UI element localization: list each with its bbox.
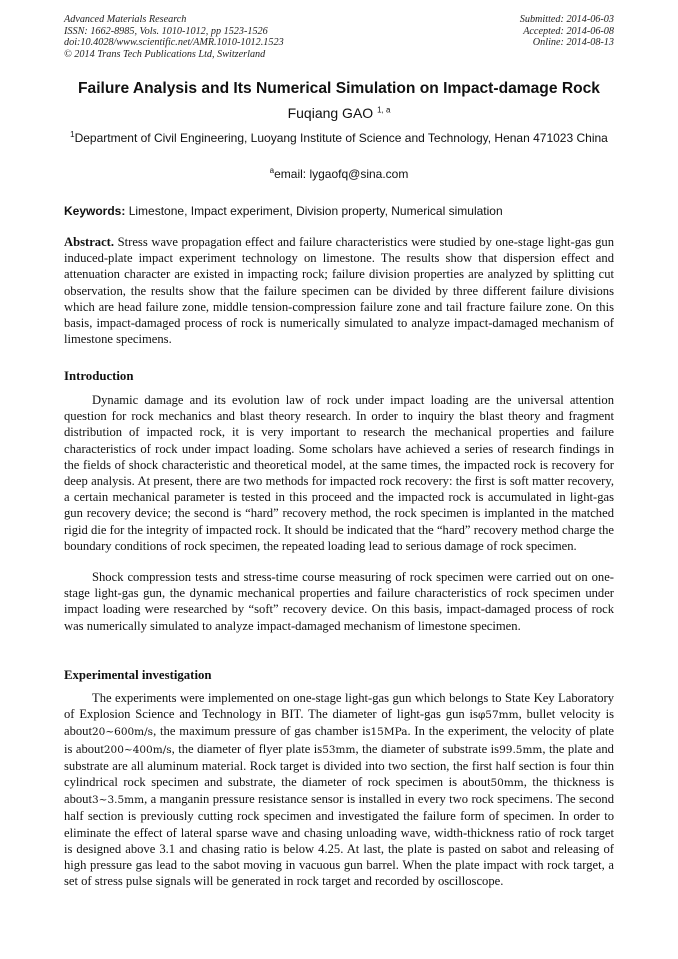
email-superscript: a — [269, 166, 275, 175]
journal-doi[interactable]: doi:10.4028/www.scientific.net/AMR.1010-1012.1523 — [64, 37, 284, 49]
accepted-date: Accepted: 2014-06-08 — [523, 25, 614, 37]
plate-velocity-value: 200~400m/s — [103, 743, 172, 756]
journal-copyright: © 2014 Trans Tech Publications Ltd, Switzerland — [64, 48, 266, 60]
introduction-heading: Introduction — [64, 369, 134, 383]
exp-text: . In the experiment, the velocity of plate is about — [64, 724, 614, 756]
author-superscript: 1, a — [377, 105, 391, 115]
exp-text: , the thickness is about — [64, 775, 615, 807]
keywords-text: Limestone, Impact experiment, Division property, Numerical simulation — [128, 204, 503, 218]
affiliation — [70, 130, 608, 146]
journal-issn: ISSN: 1662-8985, Vols. 1010-1012, pp 1523-1526 — [64, 25, 268, 37]
journal-header — [64, 14, 284, 60]
journal-name: Advanced Materials Research — [64, 14, 187, 25]
exp-text: , the plate and substrate are all aluminum material. Rock target is divided into two section, the first half section is four thin cylindrical rock specimen and substrate, the diameter of rock specimen is about — [64, 741, 614, 790]
abstract-text: Stress wave propagation effect and failure characteristics were studied by one-stage light-gas gun induced-plate impact experiment technology on limestone. The results show that dispersion effect and attenuation character are existed in impacting rock; failure division properties are analyzed by splitting cut observation, the results show that the failure specimen can be divided by three different failure divisions which are head failure zone, middle tension-compression failure zone and tail fracture failure zone. On this basis, impact-damaged process of rock is numerically simulated to analyze impact-damaged mechanism of limestone specimens. — [64, 235, 614, 347]
introduction-paragraph-2: Shock compression tests and stress-time course measuring of rock specimen were carried out on one-stage light-gas gun, the dynamic mechanical properties and failure characteristics of rock specimen under impact loading were researched by “soft” recovery device. On this basis, impact-damaged process of rock was numerically simulated to analyze impact-damaged mechanism of limestone specimen. — [64, 570, 614, 633]
dates-header — [520, 14, 614, 49]
keywords — [64, 204, 616, 218]
online-date: Online: 2014-08-13 — [532, 37, 614, 49]
email-address[interactable]: email: lygaofq@sina.com — [274, 167, 409, 181]
substrate-diameter-value: 99.5mm — [499, 743, 543, 756]
exp-text: , a manganin pressure resistance sensor is installed in every two rock specimens. The second half section is previously cutting rock specimen and investigated the failure form of specimen. In order to eliminate the effect of lateral sparse wave and chasing unloading wave, width-thickness ratio of rock target is designed above 3.1 and chasing ratio is below 4.25. At last, the plate is pasted on sabot and releasing of high pressure gas lead to the sabot moving in vacuous gun barrel. When the plate impact with rock target, a set of stress pulse signals will be generated in rock target and recorded by oscilloscope. — [64, 792, 614, 889]
bullet-velocity-value: 20~600m/s — [91, 726, 154, 739]
gas-pressure-value: 15MPa — [370, 726, 408, 739]
email-line — [0, 167, 678, 181]
paper-title: Failure Analysis and Its Numerical Simulation on Impact-damage Rock — [78, 80, 600, 97]
submitted-date: Submitted: 2014-06-03 — [519, 14, 614, 25]
specimen-diameter-value: 50mm — [490, 777, 524, 790]
exp-text: , the diameter of flyer plate is — [171, 741, 323, 756]
keywords-label: Keywords: — [64, 204, 126, 218]
exp-text: , the maximum pressure of gas chamber is — [153, 724, 371, 739]
introduction-paragraph-1: Dynamic damage and its evolution law of rock under impact loading are the universal attention question for rock mechanics and blast theory research. In order to inquiry the blast theory and fragment distribution of impacted rock, it is very important to research the mechanical properties and failure characteristics of rock under impact loading. Some scholars have achieved a series of research findings in the fields of shock characteristic and theoretical model, at the same times, the impacted rock is recovery for deep analysis. At present, there are two methods for impacted rock recovery: the first is soft matter recovery, a certain mechanical parameter is tested in this proceed and the impacted rock is accumulated in light-gas gun recovery device; the second is “hard” recovery method, the rock specimen is implanted in the matched rigid die for the integrity of impacted rock. It should be indicated that the “hard” recovery method charge the boundary conditions of rock specimen, the repeated loading lead to serious damage of rock specimen. — [64, 393, 614, 553]
specimen-thickness-value: 3~3.5mm — [91, 794, 145, 807]
exp-text: , bullet velocity is about — [64, 707, 614, 739]
author-name: Fuqiang GAO — [287, 105, 374, 121]
abstract — [64, 234, 614, 347]
gun-diameter-value: φ57mm — [477, 709, 519, 722]
exp-text: The experiments were implemented on one-stage light-gas gun which belongs to State Key Laboratory of Explosion Science and Technology in BIT. The diameter of light-gas gun is — [64, 691, 614, 722]
author-line — [0, 105, 678, 121]
affiliation-text: Department of Civil Engineering, Luoyang Institute of Science and Technology, Henan 471023 China — [74, 131, 608, 145]
experimental-paragraph — [64, 690, 614, 889]
exp-text: , the diameter of substrate is — [355, 741, 500, 756]
abstract-label: Abstract. — [64, 235, 115, 249]
experimental-heading: Experimental investigation — [64, 668, 212, 682]
affiliation-superscript: 1 — [70, 130, 75, 139]
flyer-plate-diameter-value: 53mm — [322, 743, 356, 756]
